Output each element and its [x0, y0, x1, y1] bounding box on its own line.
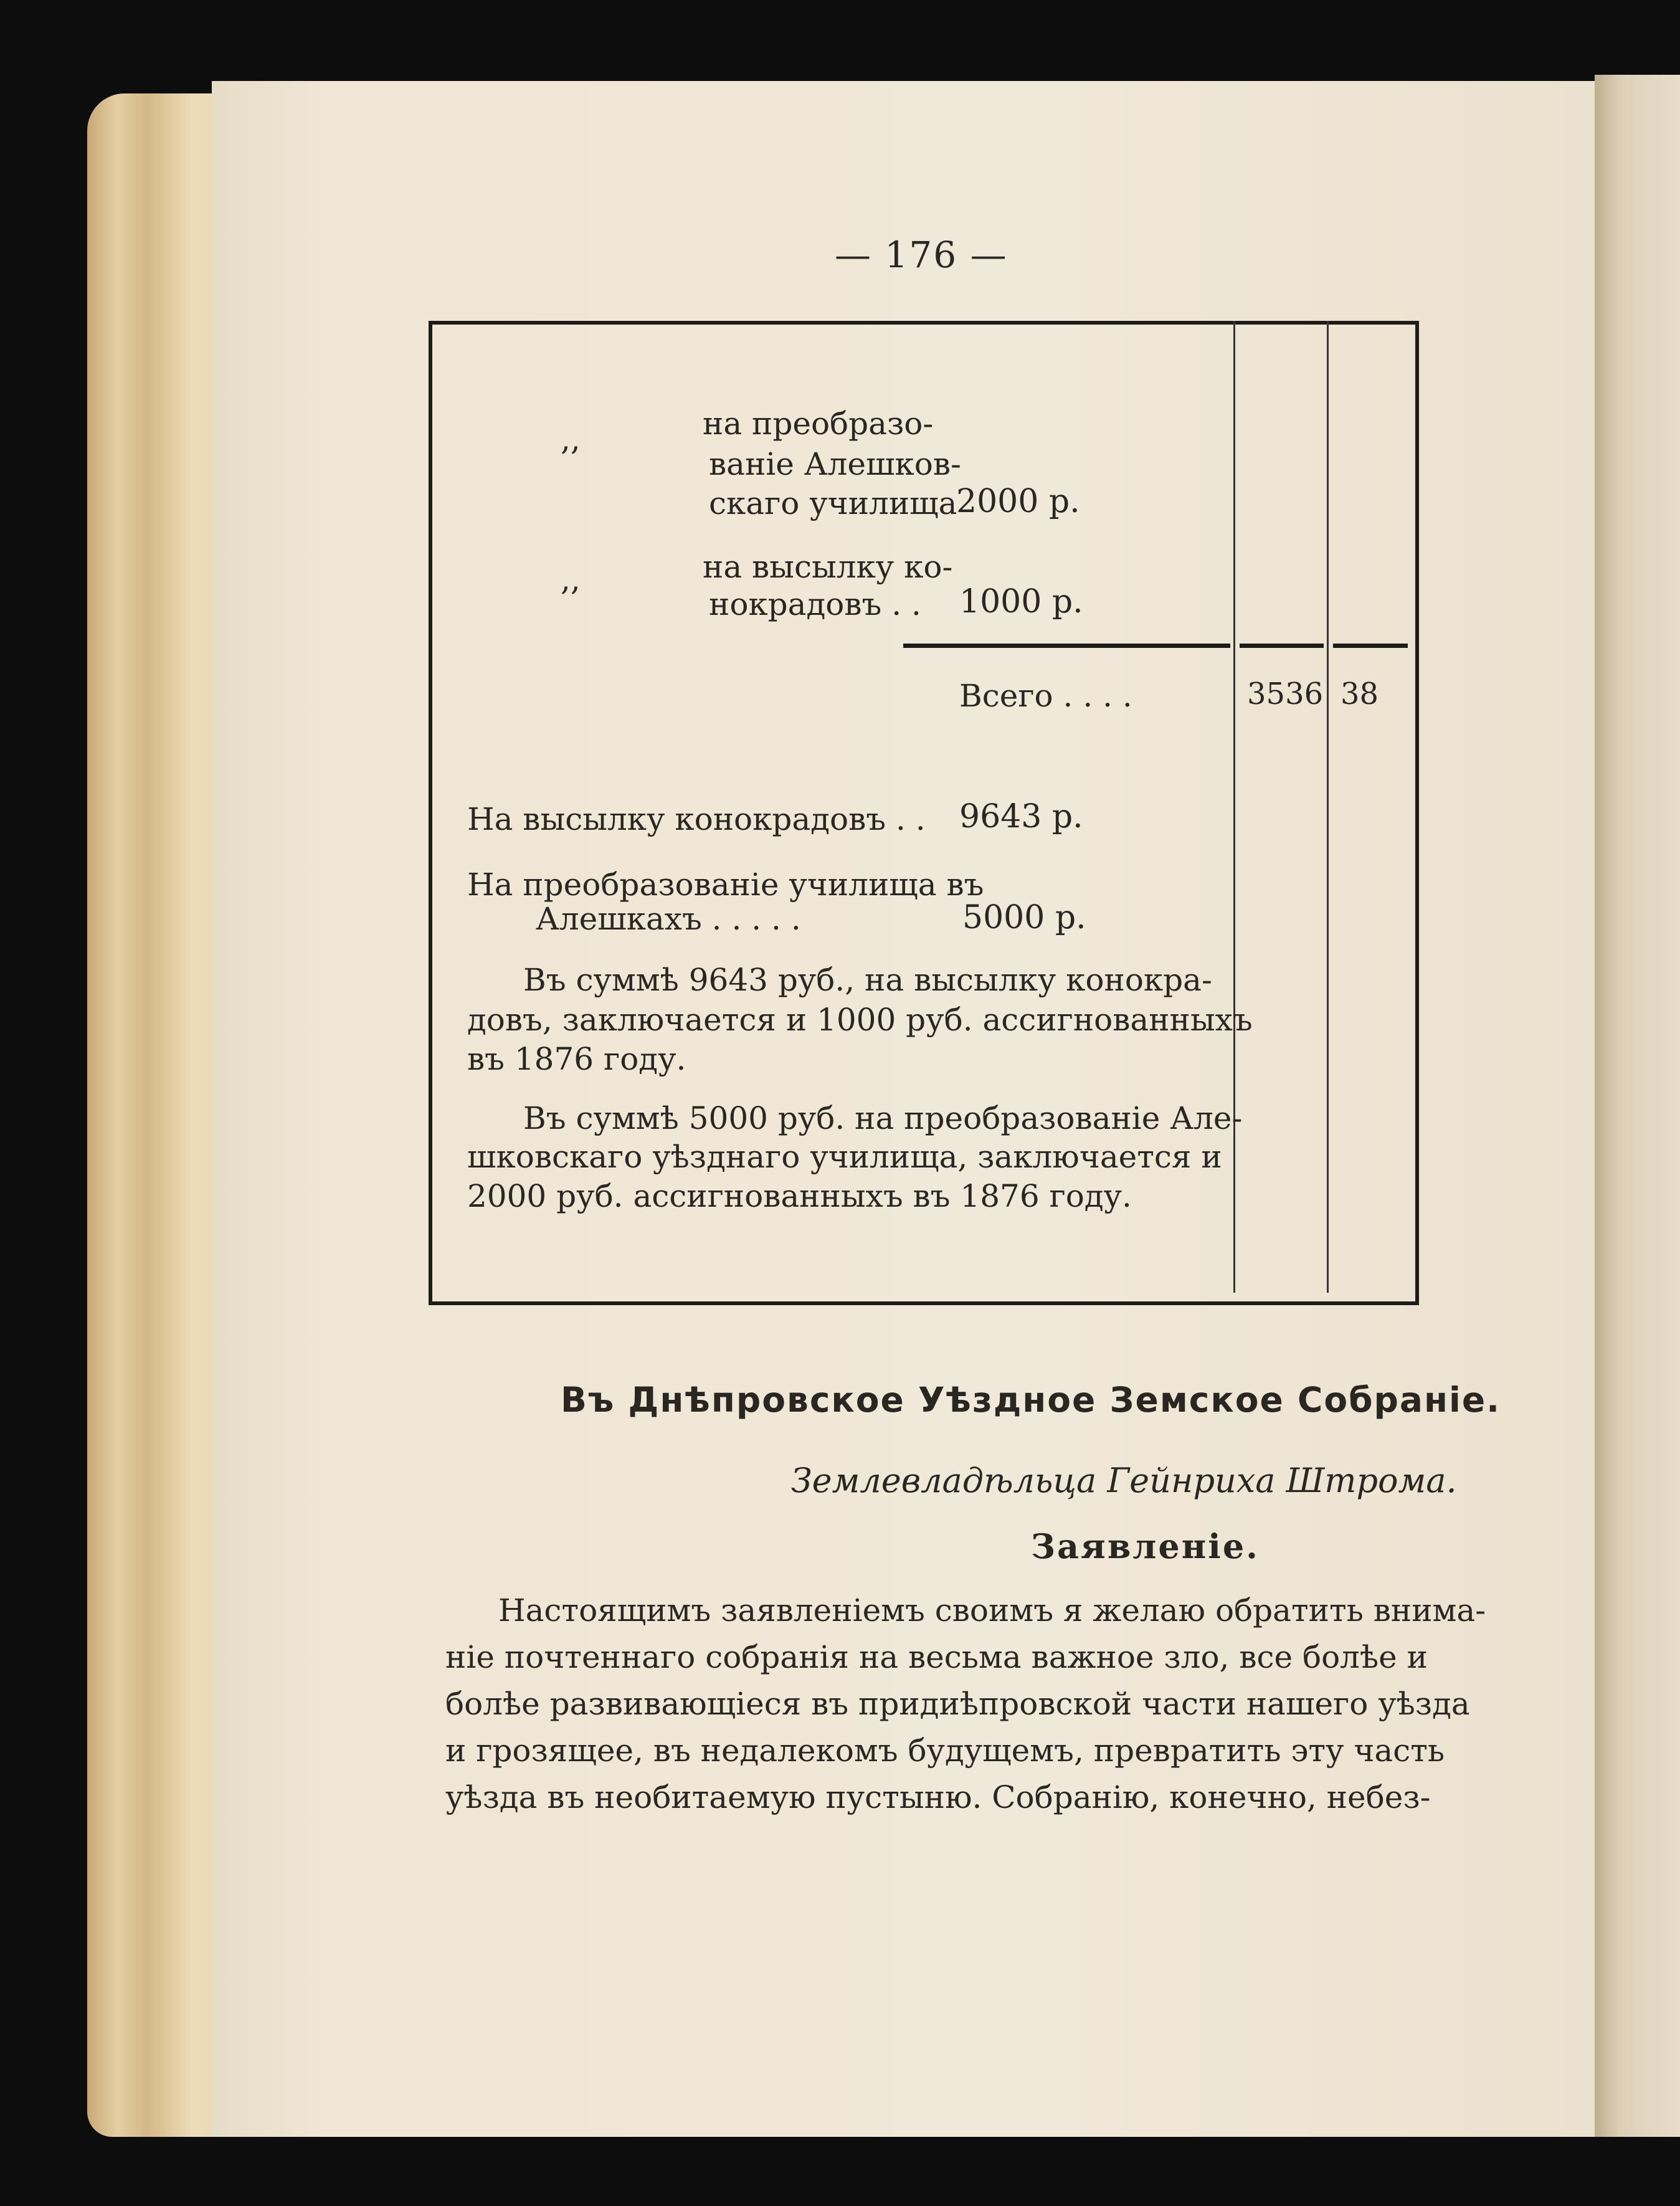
note-line: въ 1876 году.: [467, 1041, 686, 1077]
item-label: На высылку конокрадовъ . .: [467, 801, 926, 837]
subtitle: Заявленіе.: [1031, 1526, 1260, 1566]
page-number: — 176 —: [835, 234, 1008, 276]
body-line: болѣе развивающіеся въ придиѣпровской части нашего уѣзда: [445, 1686, 1470, 1722]
item-amount: 5000 р.: [962, 899, 1086, 936]
item-label: Алешкахъ . . . . .: [536, 901, 801, 937]
total-rubles: 3536: [1247, 677, 1324, 711]
total-kopecks: 38: [1341, 677, 1379, 711]
total-label: Всего . . . .: [959, 678, 1132, 714]
table-column-divider: [1327, 321, 1329, 1293]
item-amount: 9643 р.: [959, 798, 1083, 835]
next-page-edge: [1595, 75, 1680, 2137]
body-line: ніе почтеннаго собранія на весьма важное зло, все болѣе и: [445, 1639, 1428, 1675]
signer: Землевладѣльца Гейнриха Штрома.: [791, 1461, 1457, 1500]
ditto-mark: ,,: [561, 421, 581, 457]
sum-rule: [903, 644, 1230, 648]
table-row-text: ваніе Алешков-: [709, 446, 961, 482]
body-line: Настоящимъ заявленіемъ своимъ я желаю обратить внима-: [498, 1592, 1486, 1628]
body-line: и грозящее, въ недалекомъ будущемъ, превратить эту часть: [445, 1733, 1445, 1769]
body-line: уѣзда въ необитаемую пустыню. Собранію, конечно, небез-: [445, 1779, 1431, 1815]
table-row-amount: 2000 р.: [956, 483, 1080, 520]
table-row-text: нокрадовъ . .: [709, 586, 921, 622]
heading: Въ Днѣпровское Уѣздное Земское Собраніе.: [561, 1380, 1501, 1420]
note-line: 2000 руб. ассигнованныхъ въ 1876 году.: [467, 1178, 1132, 1214]
table-row-text: на высылку ко-: [703, 549, 953, 585]
ditto-mark: ,,: [561, 561, 581, 597]
table-row-text: скаго училища: [709, 485, 957, 521]
note-line: довъ, заключается и 1000 руб. ассигнованныхъ: [467, 1002, 1253, 1038]
item-label: На преобразованіе училища въ: [467, 867, 984, 903]
table-column-divider: [1233, 321, 1235, 1293]
note-line: Въ суммѣ 9643 руб., на высылку конокра-: [523, 962, 1212, 998]
note-line: Въ суммѣ 5000 руб. на преобразованіе Але-: [523, 1100, 1243, 1136]
table-row-text: на преобразо-: [703, 406, 934, 442]
sum-rule: [1333, 644, 1408, 648]
table-row-amount: 1000 р.: [959, 583, 1083, 620]
note-line: шковскаго уѣзднаго училища, заключается и: [467, 1139, 1222, 1175]
sum-rule: [1240, 644, 1324, 648]
